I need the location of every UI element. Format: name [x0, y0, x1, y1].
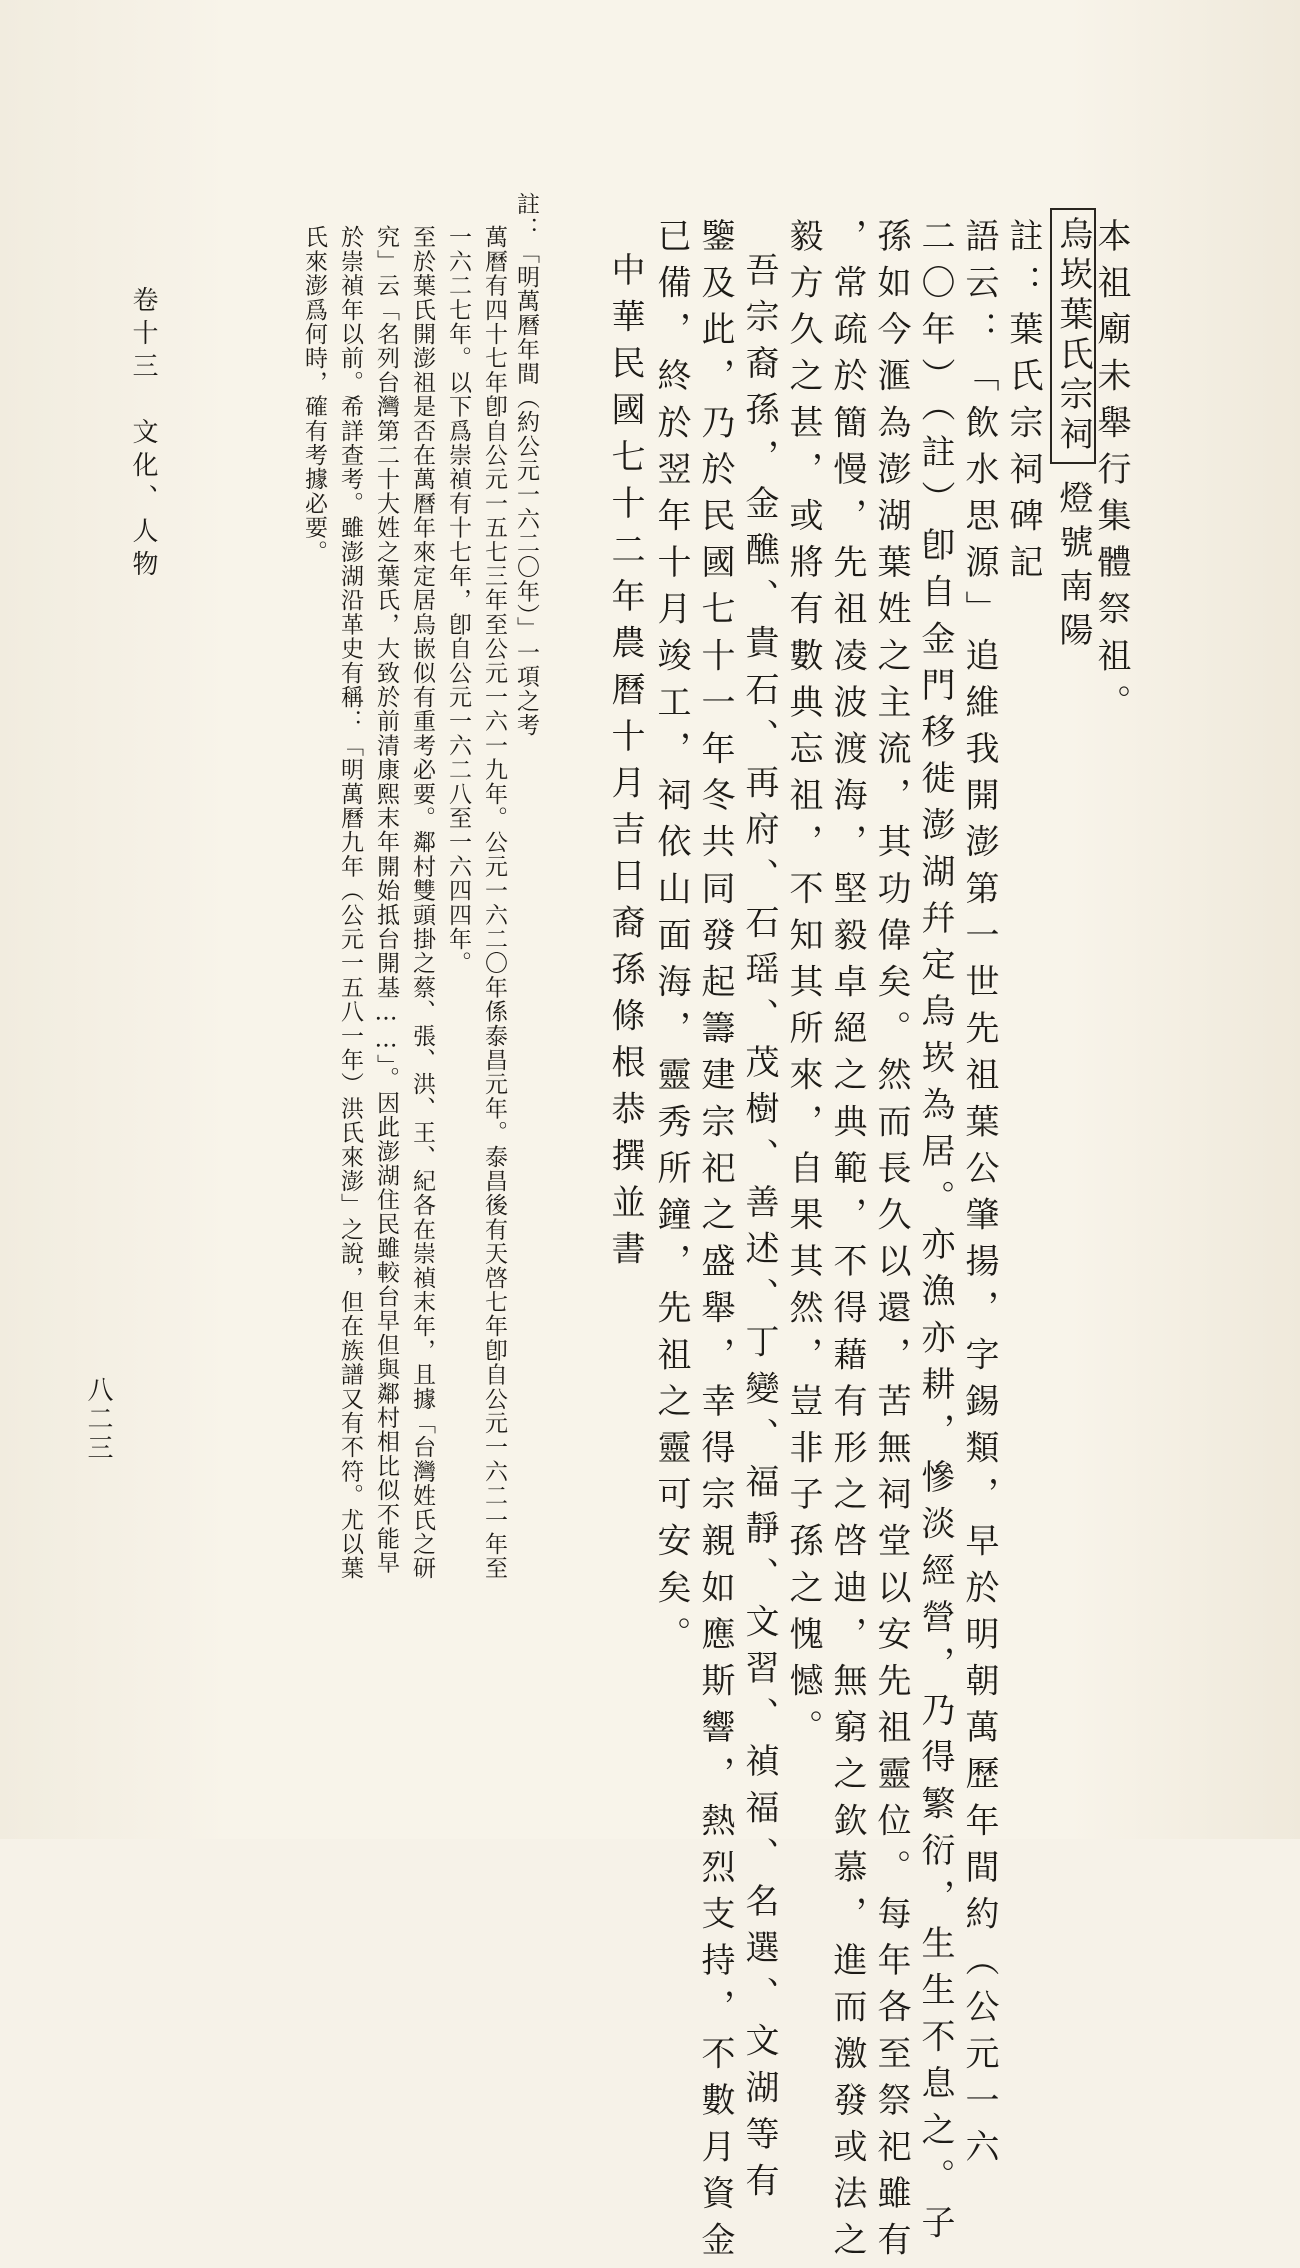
- main-column-8: 毅方久之甚，或將有數典忘祖，不知其所來，自果其然，豈非子孫之愧憾。: [783, 218, 823, 1756]
- note-column-6: 於崇禎年以前。希詳查考。雖澎湖沿革史有稱：「明萬曆九年（公元一五八一年）洪氏來澎」之說，但在族譜又有不符。尤以葉: [337, 225, 363, 1581]
- note-column-1: 註：「明萬曆年間（約公元一六二〇年）」一項之考: [513, 192, 539, 738]
- main-column-3: 註：葉氏宗祠碑記: [1003, 218, 1043, 591]
- heading-tail: 燈號南陽: [1053, 480, 1093, 656]
- main-column-7: ，常疏於簡慢，先祖凌波渡海，堅毅卓絕之典範，不得藉有形之啓迪，無窮之欽慕，進而激發或法之: [827, 218, 867, 2268]
- main-column-4: 語云：「飲水思源」追維我開澎第一世先祖葉公肇揚，字錫類，早於明朝萬歷年間約（公元一六: [959, 218, 999, 2176]
- note-column-4: 至於葉氏開澎祖是否在萬曆年來定居烏嵌似有重考必要。鄰村雙頭掛之蔡、張、洪、王、紀各在崇禎末年，且據「台灣姓氏之研: [409, 225, 435, 1581]
- running-footer: 卷十三 文化、人物: [128, 286, 158, 583]
- main-column-11: 已備，終於翌年十月竣工，祠依山面海，靈秀所鐘，先祖之靈可安矣。: [651, 218, 691, 1663]
- main-column-9: 吾宗裔孫，金醮、貴石、再府、石瑶、茂樹、善述、丁變、福靜、文習、禎福、名選、文湖等有: [739, 252, 779, 2210]
- note-column-2: 萬曆有四十七年卽自公元一五七三年至公元一六一九年。公元一六二〇年係泰昌元年。泰昌後有天啓七年卽自公元一六二一年至: [481, 225, 507, 1581]
- main-column-1: 本祖廟未舉行集體祭祖。: [1091, 218, 1131, 731]
- main-column-10: 鑒及此，乃於民國七十一年冬共同發起籌建宗祀之盛舉，幸得宗親如應斯響，熱烈支持，不數月資金: [695, 218, 735, 2268]
- main-column-6: 孫如今滙為澎湖葉姓之主流，其功偉矣。然而長久以還，苦無祠堂以安先祖靈位。每年各至祭祀雖有: [871, 218, 911, 2268]
- page-number: 八二三: [83, 1376, 113, 1463]
- note-column-3: 一六二七年。以下爲崇禎有十七年，卽自公元一六二八至一六四四年。: [445, 225, 471, 976]
- main-column-5: 二〇年）（註）卽自金門移徙澎湖幷定烏崁為居。亦漁亦耕，慘淡經營，乃得繁衍，生生不息之。子: [915, 218, 955, 2252]
- note-column-7: 氏來澎爲何時，確有考據必要。: [301, 225, 327, 564]
- heading-column: [1050, 208, 1096, 656]
- boxed-heading: 烏崁葉氏宗祠: [1050, 208, 1096, 464]
- note-column-5: 究」云「名列台灣第二十大姓之葉氏，大致於前清康熙末年開始抵台開基……」。因此澎湖住民雖較台早但與鄰村相比似不能早: [373, 225, 399, 1575]
- main-column-12: 中華民國七十二年農曆十月吉日裔孫條根恭撰並書: [605, 252, 645, 1278]
